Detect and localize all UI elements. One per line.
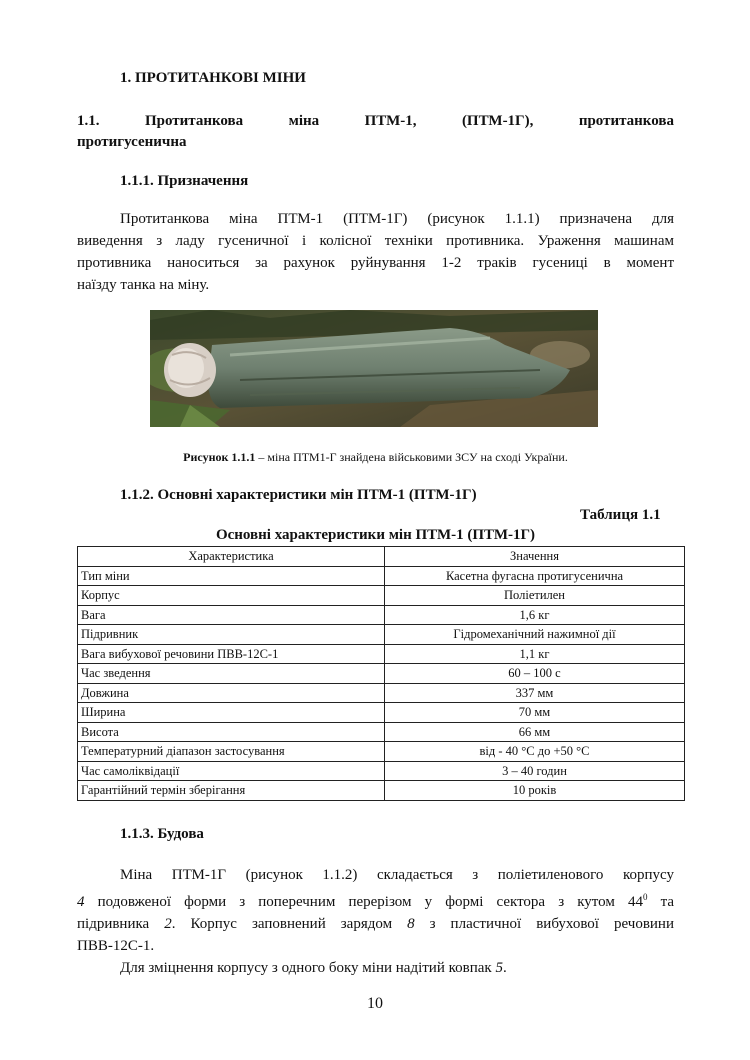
- table-row: [78, 586, 685, 606]
- paragraph-line: противника наноситься за рахунок руйнування 1-2 траків гусениці в момент: [77, 255, 674, 271]
- table-header-cell: Значення: [385, 547, 685, 567]
- paragraph-text: Для зміцнення корпусу з одного боку міни надітий ковпак: [120, 960, 496, 976]
- table-cell: Тип міни: [78, 566, 385, 586]
- section-title: 1. ПРОТИТАНКОВІ МІНИ: [120, 70, 306, 86]
- subsection-word: (ПТМ-1Г),: [461, 113, 534, 129]
- paragraph-line: [77, 886, 674, 913]
- figure-caption-text: – міна ПТМ1-Г знайдена військовими ЗСУ на сході України.: [255, 450, 568, 464]
- table-cell: 1,6 кг: [385, 605, 685, 625]
- paragraph-line: Міна ПТМ-1Г (рисунок 1.1.2) складається з поліетиленового корпусу: [120, 867, 674, 883]
- subsection-word: міна: [288, 113, 320, 129]
- table-cell: Підривник: [78, 625, 385, 645]
- table-row: [78, 644, 685, 664]
- table-header-row: [78, 547, 685, 567]
- table-row: [78, 605, 685, 625]
- table-cell: Ширина: [78, 703, 385, 723]
- paragraph-text: .: [502, 960, 507, 976]
- table-label: Таблиця 1.1: [580, 507, 661, 523]
- table-cell: від - 40 °С до +50 °С: [385, 742, 685, 762]
- paragraph-line: Протитанкова міна ПТМ-1 (ПТМ-1Г) (рисунок 1.1.1) призначена для: [120, 211, 674, 227]
- table-cell: Гідромеханічний нажимної дії: [385, 625, 685, 645]
- table-cell: Час самоліквідації: [78, 761, 385, 781]
- paragraph-line: [77, 957, 674, 979]
- part-number: 5: [495, 960, 503, 976]
- table-row: [78, 761, 685, 781]
- table-row: [78, 625, 685, 645]
- structure-heading: 1.1.3. Будова: [120, 826, 204, 842]
- table-header-cell: Характеристика: [78, 547, 385, 567]
- table-cell: 70 мм: [385, 703, 685, 723]
- table-row: [78, 722, 685, 742]
- mine-photo: [150, 310, 598, 427]
- paragraph-line: виведення з ладу гусеничної і колісної техніки противника. Ураження машинам: [77, 233, 674, 249]
- degree-superscript: 0: [642, 892, 648, 902]
- part-number: 2: [164, 916, 172, 932]
- table-cell: 1,1 кг: [385, 644, 685, 664]
- table-row: [78, 664, 685, 684]
- table-cell: Касетна фугасна протигусенична: [385, 566, 685, 586]
- page-number: 10: [367, 995, 383, 1012]
- table-cell: Вага: [78, 605, 385, 625]
- figure-caption-label: Рисунок 1.1.1: [183, 450, 256, 464]
- purpose-paragraph: [77, 208, 674, 296]
- subsection-word: ПТМ-1,: [364, 113, 417, 129]
- structure-paragraph: [77, 864, 674, 979]
- table-row: [78, 742, 685, 762]
- table-cell: 337 мм: [385, 683, 685, 703]
- subsection-word: 1.1.: [77, 113, 100, 129]
- subsection-title-line1: [77, 111, 674, 132]
- subsection-title-line2: протигусенична: [77, 134, 187, 150]
- paragraph-line: наїзду танка на міну.: [77, 277, 210, 293]
- mine-photo-image: [150, 310, 598, 427]
- subsection-title: [77, 111, 674, 153]
- paragraph-text: підривника: [77, 916, 165, 932]
- table-cell: Корпус: [78, 586, 385, 606]
- table-cell: Температурний діапазон застосування: [78, 742, 385, 762]
- part-number: 8: [407, 916, 415, 932]
- paragraph-text: подовженої форми з поперечним перерізом у формі сектора з кутом 44: [84, 894, 643, 910]
- table-row: [78, 683, 685, 703]
- characteristics-table: [77, 546, 685, 801]
- subsection-word: протитанкова: [578, 113, 674, 129]
- purpose-heading: 1.1.1. Призначення: [120, 173, 249, 189]
- table-cell: Гарантійний термін зберігання: [78, 781, 385, 801]
- characteristics-heading: 1.1.2. Основні характеристики мін ПТМ-1 (ПТМ-1Г): [120, 487, 477, 503]
- table-cell: Час зведення: [78, 664, 385, 684]
- table-cell: Вага вибухової речовини ПВВ-12С-1: [78, 644, 385, 664]
- table-cell: Висота: [78, 722, 385, 742]
- part-number: 4: [77, 894, 85, 910]
- table-title: Основні характеристики мін ПТМ-1 (ПТМ-1Г): [215, 527, 536, 543]
- paragraph-line: ПВВ-12С-1.: [77, 938, 155, 954]
- table-row: [78, 781, 685, 801]
- subsection-word: Протитанкова: [144, 113, 244, 129]
- paragraph-text: . Корпус заповнений зарядом: [171, 916, 408, 932]
- table-row: [78, 703, 685, 723]
- table-cell: 10 років: [385, 781, 685, 801]
- table-cell: Довжина: [78, 683, 385, 703]
- table-cell: 60 – 100 с: [385, 664, 685, 684]
- paragraph-line: [77, 913, 674, 935]
- table-cell: Поліетилен: [385, 586, 685, 606]
- figure-caption: [77, 450, 674, 465]
- table-cell: 66 мм: [385, 722, 685, 742]
- paragraph-text: з пластичної вибухової речовини: [414, 916, 674, 932]
- table-cell: 3 – 40 годин: [385, 761, 685, 781]
- table-row: [78, 566, 685, 586]
- paragraph-text: та: [647, 894, 674, 910]
